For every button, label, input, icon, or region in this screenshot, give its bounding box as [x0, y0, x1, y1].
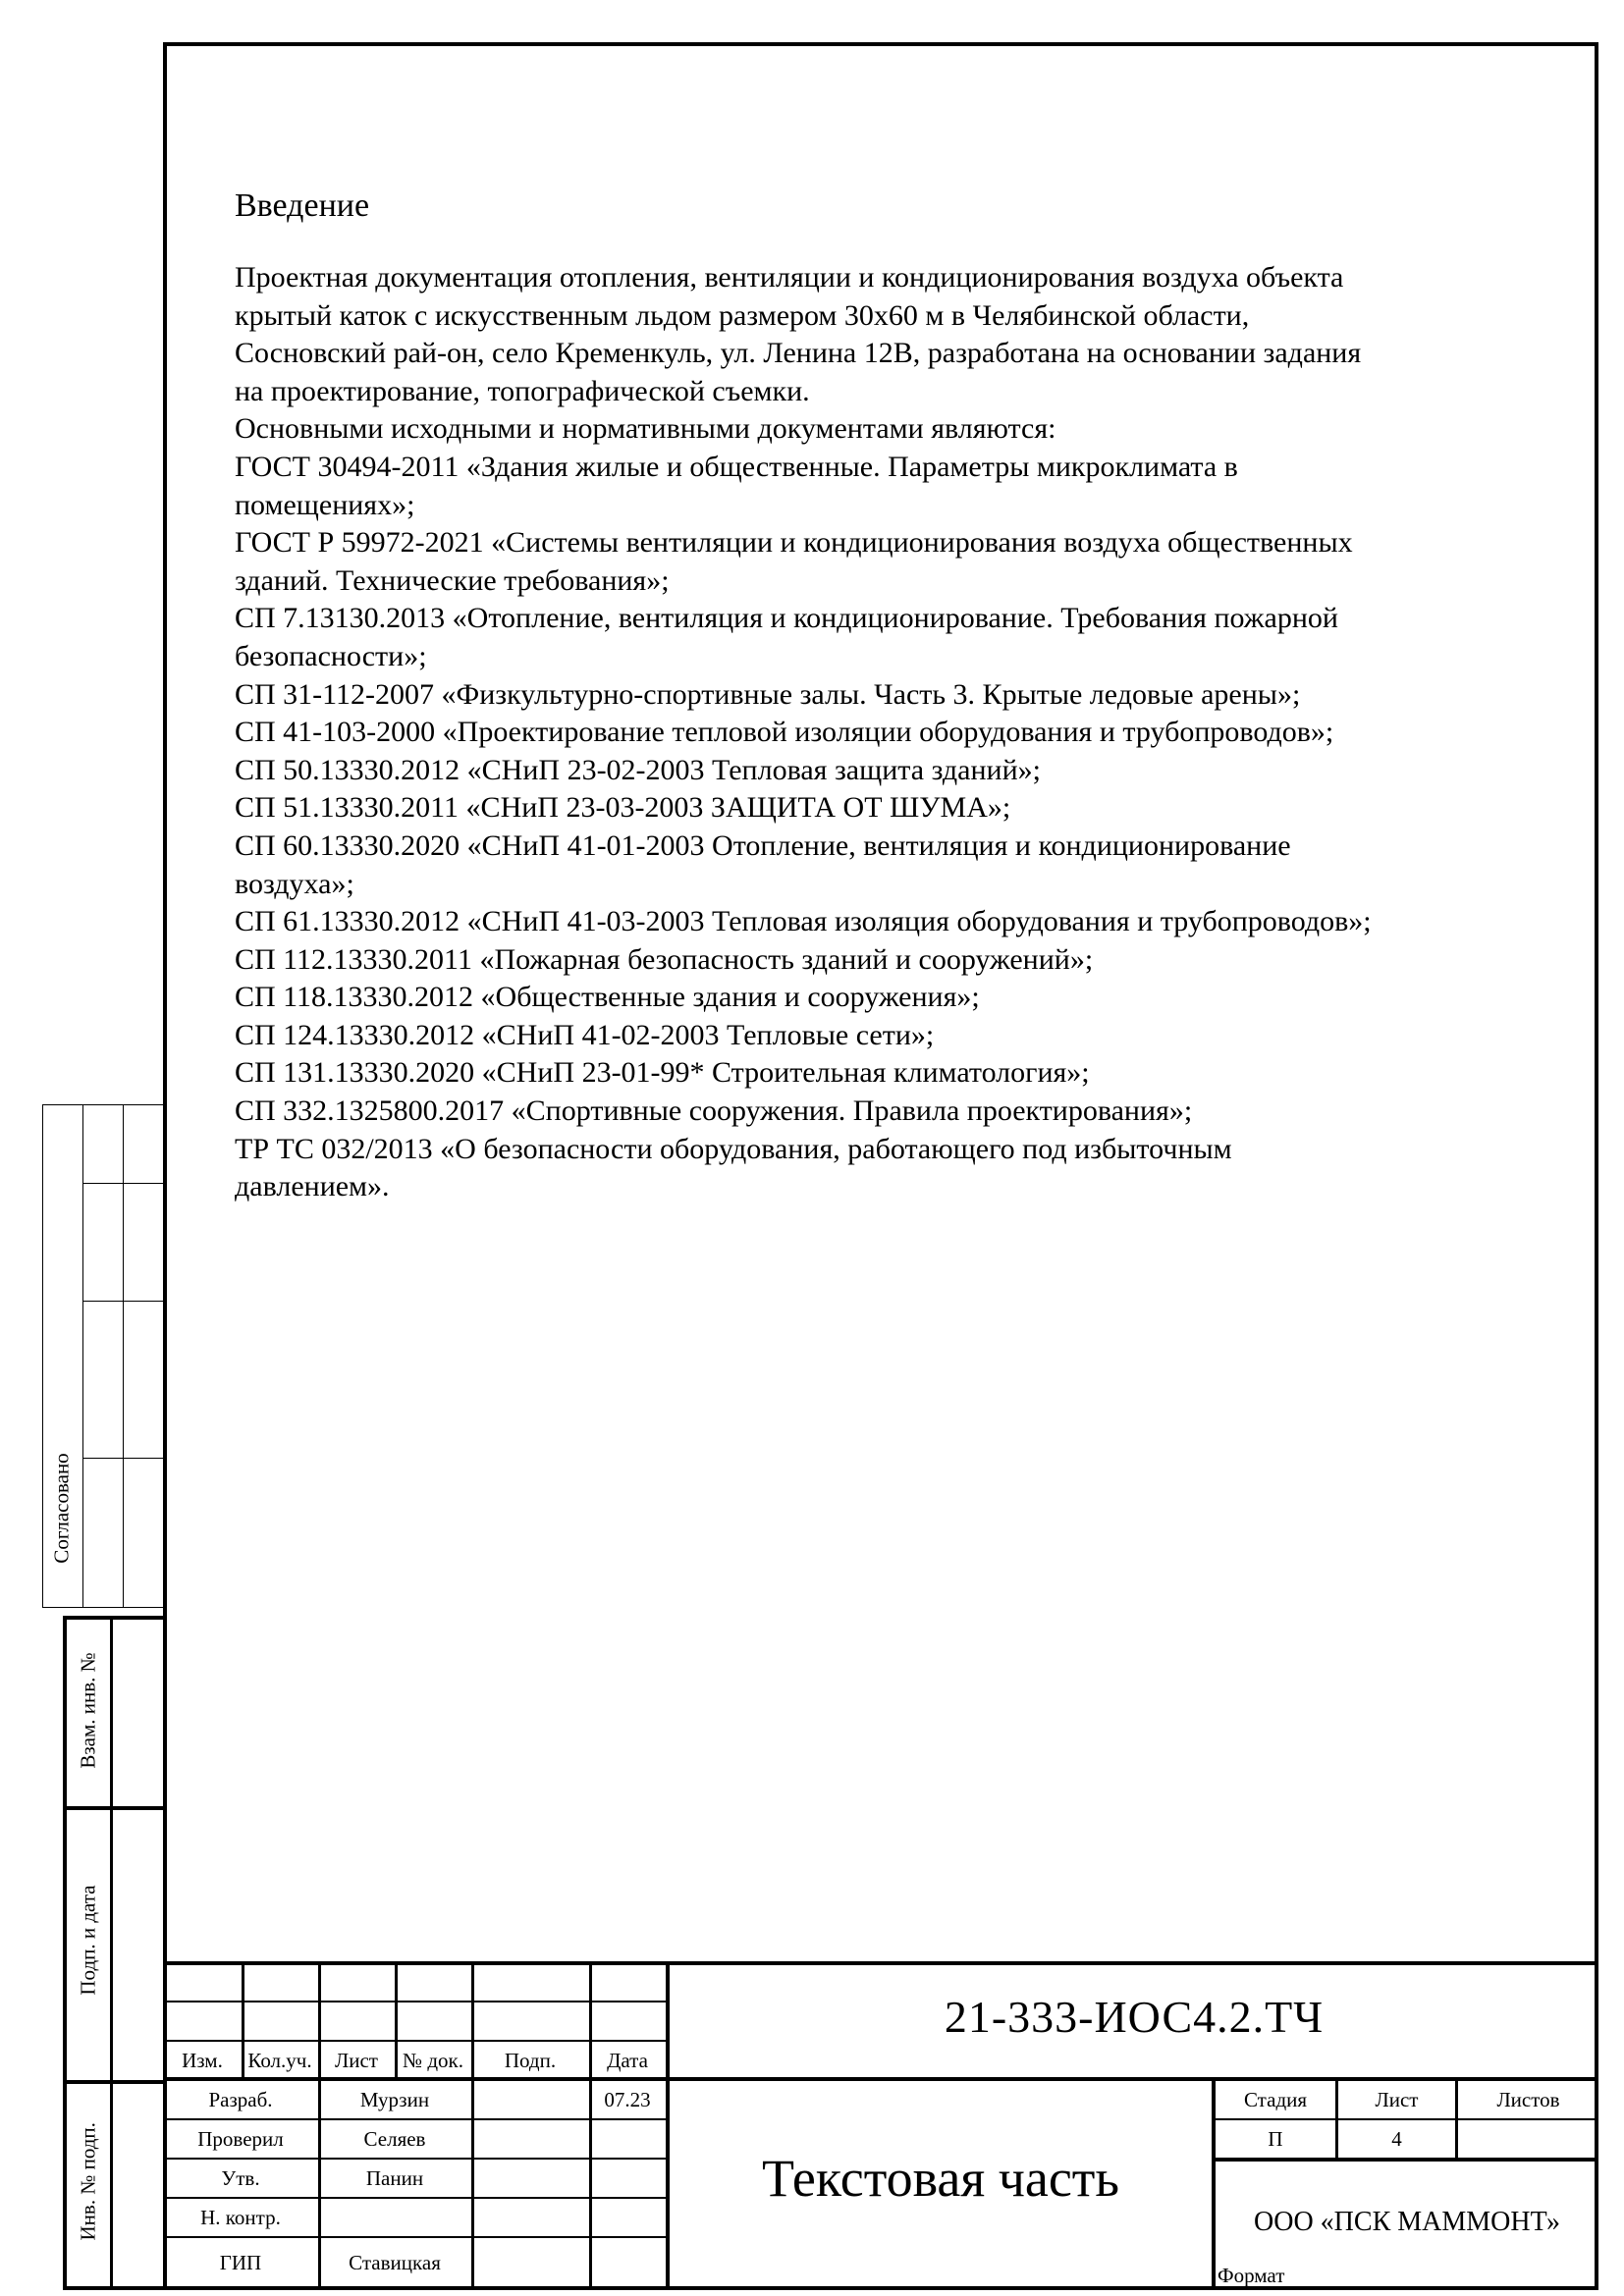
- format-label: Формат: [1218, 2264, 1285, 2287]
- role-name: Мурзин: [359, 2087, 430, 2111]
- role-date: [589, 2120, 666, 2158]
- role-name: Ставицкая: [349, 2250, 441, 2274]
- intro-line: на проектирование, топографической съемки.: [235, 374, 810, 407]
- organization-name: ООО «ПСК МАММОНТ»: [1254, 2207, 1560, 2237]
- role-name: Панин: [365, 2165, 424, 2190]
- sheets-value: [1458, 2120, 1598, 2158]
- document-title: Текстовая часть: [761, 2149, 1120, 2208]
- stage-header: Стадия: [1243, 2087, 1308, 2111]
- list-item: ГОСТ 30494-2011 «Здания жилые и общественные. Параметры микроклимата в: [235, 450, 1238, 483]
- list-item: давлением».: [235, 1170, 390, 1203]
- role-date: [589, 2238, 666, 2287]
- list-item: СП 124.13330.2012 «СНиП 41-02-2003 Тепловые сети»;: [235, 1018, 935, 1051]
- role-label: ГИП: [219, 2250, 262, 2274]
- list-item: СП 60.13330.2020 «СНиП 41-01-2003 Отопление, вентиляция и кондиционирование: [235, 828, 1291, 862]
- role-label: Н. контр.: [200, 2205, 281, 2229]
- intro-line: Сосновский рай-он, село Кременкуль, ул. Ленина 12В, разработана на основании задания: [235, 337, 1362, 370]
- list-item: СП 61.13330.2012 «СНиП 41-03-2003 Тепловая изоляция оборудования и трубопроводов»;: [235, 905, 1372, 938]
- role-date: [589, 2199, 666, 2236]
- list-item: СП 41-103-2000 «Проектирование тепловой изоляции оборудования и трубопроводов»;: [235, 716, 1334, 749]
- list-item: ТР ТС 032/2013 «О безопасности оборудования, работающего под избыточным: [235, 1132, 1232, 1165]
- title-block: [163, 1961, 1598, 2290]
- list-item: помещениях»;: [235, 488, 415, 521]
- list-item: СП 31-112-2007 «Физкультурно-спортивные залы. Часть 3. Крытые ледовые арены»;: [235, 677, 1301, 711]
- sheet-value: 4: [1391, 2126, 1402, 2151]
- list-item: СП 50.13330.2012 «СНиП 23-02-2003 Тепловая защита зданий»;: [235, 753, 1041, 786]
- list-item: СП 332.1325800.2017 «Спортивные сооружения. Правила проектирования»;: [235, 1095, 1193, 1128]
- agreed-label: Согласовано: [49, 1453, 74, 1564]
- list-item: СП 118.13330.2012 «Общественные здания и сооружения»;: [235, 981, 980, 1014]
- col-qty: Кол.уч.: [247, 2048, 312, 2072]
- list-item: ГОСТ Р 59972-2021 «Системы вентиляции и кондиционирования воздуха общественных: [235, 526, 1353, 560]
- list-item: зданий. Технические требования»;: [235, 563, 670, 597]
- col-doc-no: № док.: [403, 2048, 463, 2072]
- list-item: воздуха»;: [235, 867, 354, 900]
- role-date: [589, 2160, 666, 2197]
- role-label: Утв.: [221, 2165, 260, 2190]
- role-label: Проверил: [197, 2126, 284, 2151]
- sheets-header: Листов: [1496, 2087, 1560, 2111]
- list-item: СП 112.13330.2011 «Пожарная безопасность зданий и сооружений»;: [235, 942, 1094, 976]
- list-item: безопасности»;: [235, 639, 427, 672]
- document-code: 21-333-ИОС4.2.ТЧ: [944, 1992, 1325, 2042]
- intro-line: Основными исходными и нормативными документами являются:: [235, 412, 1056, 446]
- list-item: СП 7.13130.2013 «Отопление, вентиляция и кондиционирование. Требования пожарной: [235, 602, 1338, 635]
- col-sheet: Лист: [335, 2048, 378, 2072]
- section-heading: Введение: [235, 187, 370, 224]
- role-name: Селяев: [363, 2126, 426, 2151]
- list-item: СП 131.13330.2020 «СНиП 23-01-99* Строительная климатология»;: [235, 1056, 1090, 1090]
- normative-documents-list: [235, 449, 1550, 1206]
- document-body: [235, 187, 1550, 1206]
- sign-date-label: Подп. и дата: [76, 1885, 100, 1996]
- col-change: Изм.: [182, 2048, 223, 2072]
- intro-line: Проектная документация отопления, вентиляции и кондиционирования воздуха объекта: [235, 261, 1344, 294]
- col-sign: Подп.: [504, 2048, 557, 2072]
- sheet-header: Лист: [1375, 2087, 1419, 2111]
- role-date: 07.23: [604, 2087, 651, 2111]
- role-name: [318, 2199, 471, 2236]
- list-item: СП 51.13330.2011 «СНиП 23-03-2003 ЗАЩИТА ОТ ШУМА»;: [235, 791, 1011, 825]
- stage-value: П: [1268, 2126, 1283, 2151]
- intro-line: крытый каток с искусственным льдом размером 30х60 м в Челябинской области,: [235, 298, 1250, 332]
- replaced-inv-label: Взам. инв. №: [76, 1652, 100, 1769]
- col-date: Дата: [607, 2048, 648, 2072]
- inv-no-label: Инв. № подп.: [76, 2122, 100, 2241]
- role-label: Разраб.: [208, 2087, 273, 2111]
